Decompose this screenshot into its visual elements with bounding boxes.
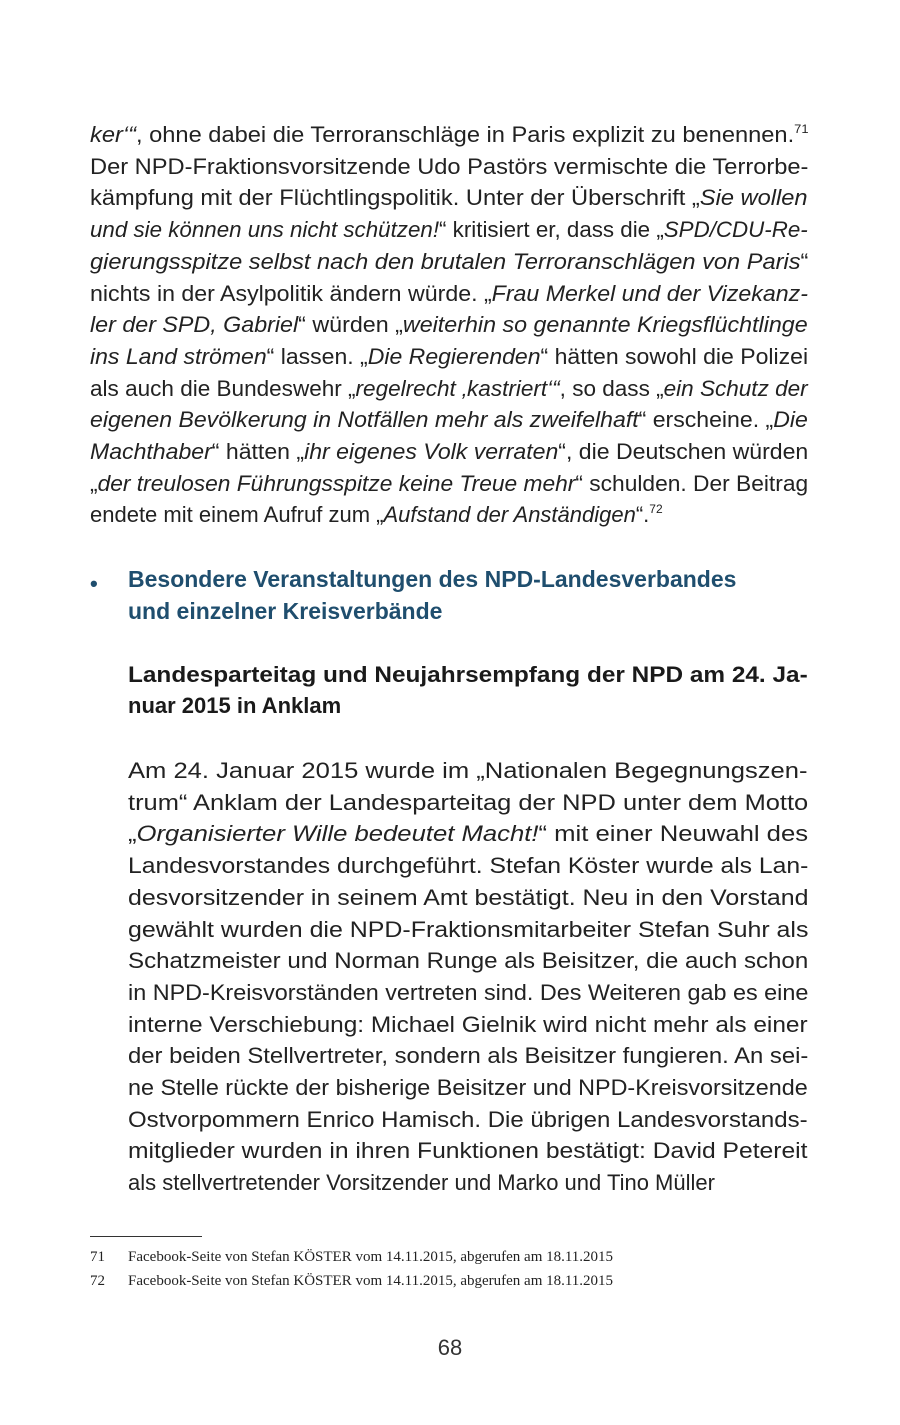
paragraph2-line: Am 24. Januar 2015 wurde im „Nationalen Begegnungszen- bbox=[128, 758, 808, 783]
footnote-number: 71 bbox=[90, 1249, 105, 1265]
footnote-text: Facebook-Seite von Stefan KÖSTER vom 14.11.2015, abgerufen am 18.11.2015 bbox=[128, 1273, 614, 1289]
paragraph1-line: ker‘“, ohne dabei die Terroranschläge in Paris explizit zu benennen.$^{71}$ bbox=[90, 122, 809, 147]
footnote-71 bbox=[90, 1247, 613, 1267]
footnote-divider bbox=[90, 1236, 202, 1237]
paragraph2-line: in NPD-Kreisvorständen vertreten sind. Des Weiteren gab es eine bbox=[128, 979, 809, 1005]
paragraph1-line: eigenen Bevölkerung in Notfällen mehr als zweifelhaft“ erscheine. „Die bbox=[90, 407, 808, 433]
paragraph2-line: als stellvertretender Vorsitzender und Marko und Tino Müller bbox=[128, 1170, 715, 1196]
paragraph2-line: desvorsitzender in seinem Amt bestätigt. Neu in den Vorstand bbox=[128, 884, 809, 910]
paragraph1-line: ins Land strömen“ lassen. „Die Regierenden“ hätten sowohl die Polizei bbox=[90, 343, 809, 369]
paragraph1-line: und sie können uns nicht schützen!“ kritisiert er, dass die „SPD/CDU-Re- bbox=[90, 217, 808, 243]
paragraph1-line: endete mit einem Aufruf zum „Aufstand der Anständigen“.$^{72}$ bbox=[90, 502, 663, 528]
paragraph1-line: gierungsspitze selbst nach den brutalen Terroranschlägen von Paris“ bbox=[90, 248, 809, 274]
sub-heading-line: Landesparteitag und Neujahrsempfang der NPD am 24. Ja- bbox=[128, 662, 808, 687]
section-heading-line: Besondere Veranstaltungen des NPD-Landesverbandes bbox=[128, 566, 737, 592]
paragraph1-line: kämpfung mit der Flüchtlingspolitik. Unter der Überschrift „Sie wollen bbox=[90, 185, 808, 211]
paragraph1-line: Machthaber“ hätten „ihr eigenes Volk verraten“, die Deutschen würden bbox=[90, 439, 809, 464]
paragraph2-line: der beiden Stellvertreter, sondern als Beisitzer fungieren. An sei- bbox=[128, 1043, 809, 1069]
paragraph1-line: Der NPD-Fraktionsvorsitzende Udo Pastörs vermischte die Terrorbe- bbox=[90, 153, 809, 179]
footnote-number: 72 bbox=[90, 1273, 105, 1289]
paragraph2-line: Landesvorstandes durchgeführt. Stefan Köster wurde als Lan- bbox=[128, 853, 809, 879]
footnote-72 bbox=[90, 1271, 613, 1291]
paragraph2-line: Ostvorpommern Enrico Hamisch. Die übrigen Landesvorstands- bbox=[128, 1106, 808, 1132]
paragraph1-line: nichts in der Asylpolitik ändern würde. „Frau Merkel und der Vizekanz- bbox=[90, 280, 808, 306]
page-number: 68 bbox=[437, 1335, 463, 1360]
paragraph2-line: Schatzmeister und Norman Runge als Beisitzer, die auch schon bbox=[128, 948, 809, 974]
paragraph2-line: trum“ Anklam der Landesparteitag der NPD unter dem Motto bbox=[128, 789, 809, 815]
section-heading-line: und einzelner Kreisverbände bbox=[128, 598, 443, 624]
footnote-text: Facebook-Seite von Stefan KÖSTER vom 14.11.2015, abgerufen am 18.11.2015 bbox=[128, 1249, 614, 1265]
paragraph2-line: interne Verschiebung: Michael Gielnik wird nicht mehr als einer bbox=[128, 1011, 808, 1037]
paragraph1-line: als auch die Bundeswehr „regelrecht ‚kastriert‘“, so dass „ein Schutz der bbox=[90, 375, 808, 401]
paragraph1-line: „der treulosen Führungsspitze keine Treue mehr“ schulden. Der Beitrag bbox=[90, 470, 809, 496]
paragraph1-line: ler der SPD, Gabriel“ würden „weiterhin so genannte Kriegsflüchtlinge bbox=[90, 312, 808, 338]
paragraph2-line: ne Stelle rückte der bisherige Beisitzer und NPD-Kreisvorsitzende bbox=[128, 1075, 808, 1100]
paragraph2-line: „Organisierter Wille bedeutet Macht!“ mit einer Neuwahl des bbox=[128, 821, 809, 847]
paragraph2-line: gewählt wurden die NPD-Fraktionsmitarbeiter Stefan Suhr als bbox=[128, 916, 809, 942]
paragraph2-line: mitglieder wurden in ihren Funktionen bestätigt: David Petereit bbox=[128, 1138, 808, 1164]
sub-heading-line: nuar 2015 in Anklam bbox=[128, 693, 342, 718]
section-bullet: • bbox=[90, 571, 98, 596]
